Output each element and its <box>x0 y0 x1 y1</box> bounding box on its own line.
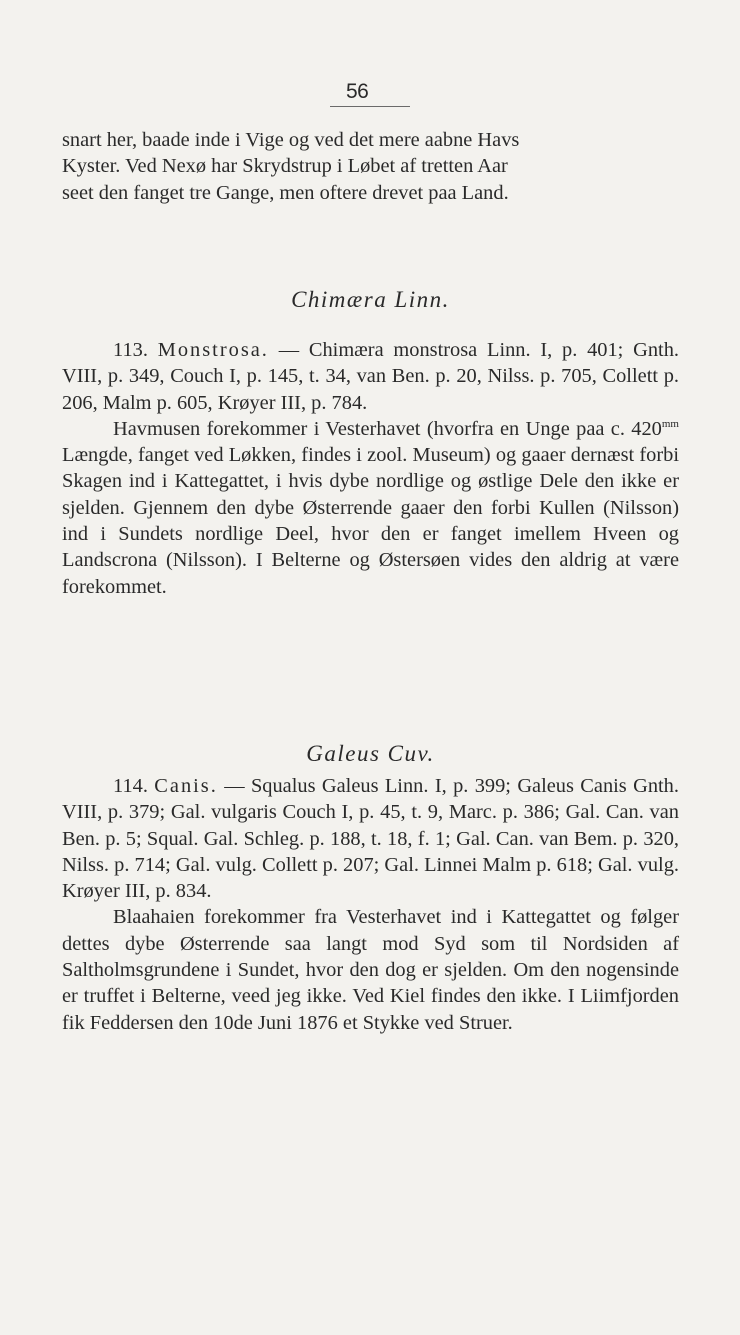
intro-paragraph <box>62 127 679 206</box>
description-text: Længde, fanget ved Løkken, findes i zool. Museum) og gaaer dernæst forbi Skagen ind i Kattegattet, i hvis dybe nordlige og østlige Dele den ikke er sjelden. Gjennem den dybe Østerrende gaaer den forbi Kullen (Nilsson) ind i Sundets nordlige Deel, hvor den er fanget imellem Hveen og Landscrona (Nilsson). I Belterne og Østersøen vides den aldrig at være forekommet. <box>62 444 679 598</box>
entry-number: 114. <box>113 775 148 797</box>
description-paragraph <box>62 416 679 600</box>
description-paragraph: Blaahaien forekommer fra Vesterhavet ind i Kattegattet og følger dettes dybe Østerrende saa langt mod Syd som til Nordsiden af Saltholmsgrundene i Sundet, hvor den dog er sjelden. Om den nogensinde er truffet i Belterne, veed jeg ikke. Ved Kiel findes den ikke. I Liimfjorden fik Feddersen den 10de Juni 1876 et Stykke ved Struer. <box>62 906 679 1034</box>
species-name: Monstrosa. <box>157 339 269 361</box>
citation-text: — Squalus Galeus Linn. I, p. 399; Galeus Canis Gnth. VIII, p. 379; Gal. vulgaris Couch I, p. 45, t. 9, Marc. p. 386; Gal. Can. van Ben. p. 5; Squal. Gal. Schleg. p. 188, t. 18, f. 1; Gal. Can. van Bem. p. 320, Nilss. p. 714; Gal. vulg. Collett p. 207; Gal. Linnei Malm p. 618; Gal. vulg. Krøyer III, p. 834. <box>62 775 679 903</box>
section-heading-chimaera: Chimæra Linn. <box>291 287 450 312</box>
description-text: Havmusen forekommer i Vesterhavet (hvorfra en Unge paa c. 420 <box>113 417 662 440</box>
species-entry-114 <box>62 773 679 904</box>
header-rule <box>330 106 410 107</box>
section-galeus <box>62 773 679 1036</box>
intro-line: Kyster. Ved Nexø har Skrydstrup i Løbet af tretten Aar <box>62 155 508 178</box>
intro-line: snart her, baade inde i Vige og ved det mere aabne Havs <box>62 129 520 151</box>
citation-text: — Chimæra monstrosa Linn. I, p. 401; Gnth. VIII, p. 349, Couch I, p. 145, t. 34, van Ben. p. 20, Nilss. p. 705, Collett p. 206, Malm p. 605, Krøyer III, p. 784. <box>62 339 679 414</box>
page-number: 56 <box>346 80 369 103</box>
species-entry-113 <box>62 337 679 416</box>
unit-superscript: mm <box>661 418 679 431</box>
entry-number: 113. <box>113 339 148 361</box>
section-chimaera <box>62 337 679 600</box>
section-heading-galeus: Galeus Cuv. <box>306 741 435 766</box>
species-name: Canis. <box>154 775 218 797</box>
intro-line: seet den fanget tre Gange, men oftere drevet paa Land. <box>62 181 509 204</box>
